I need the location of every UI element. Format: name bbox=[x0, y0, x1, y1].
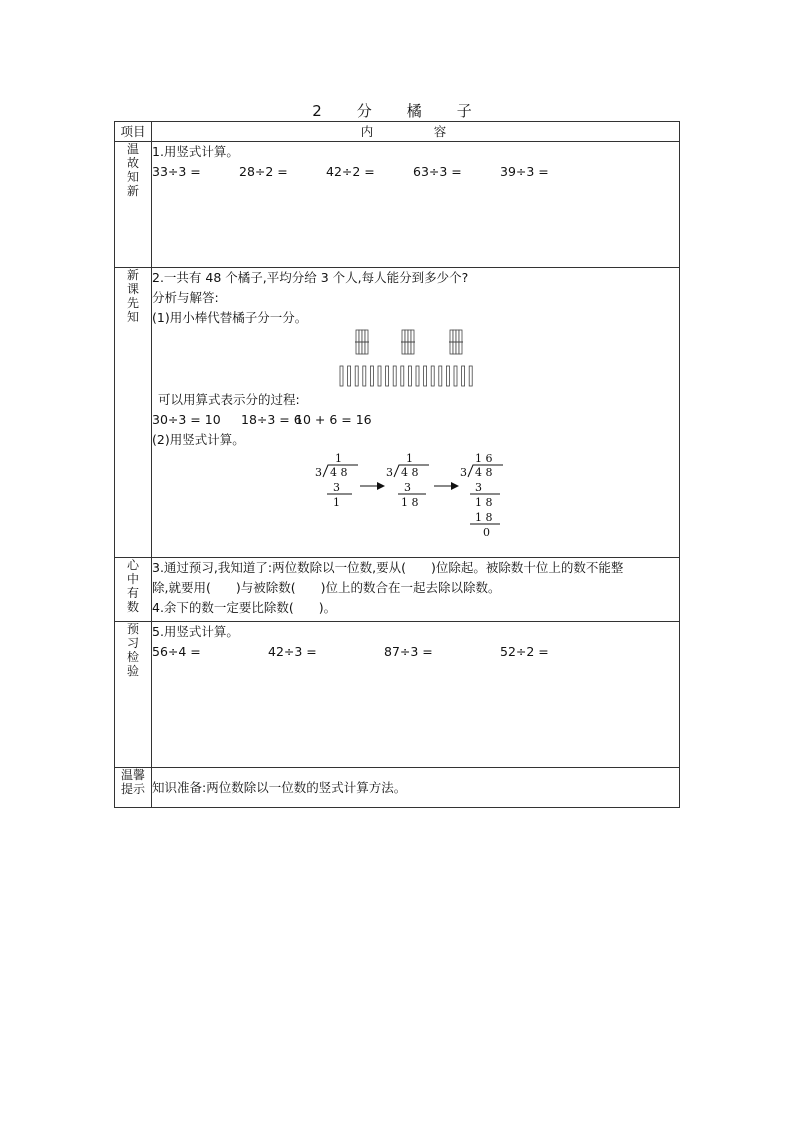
remainder: 0 bbox=[483, 526, 490, 539]
equation-list bbox=[152, 410, 679, 430]
vertical-label: 温馨提示 bbox=[120, 768, 145, 796]
exercise: 33÷3 = bbox=[152, 164, 201, 179]
quotient: 1 6 bbox=[475, 452, 493, 465]
section-content-wengu bbox=[152, 142, 680, 268]
header-item: 项目 bbox=[115, 122, 152, 142]
single-stick bbox=[408, 366, 411, 386]
section-content-yuxi bbox=[152, 622, 680, 768]
task-3-line-1: 3.通过预习,我知道了:两位数除以一位数,要从( )位除起。被除数十位上的数不能整 bbox=[152, 560, 624, 575]
task-2-question: 2.一共有 48 个橘子,平均分给 3 个人,每人能分到多少个? bbox=[152, 270, 469, 285]
single-stick bbox=[446, 366, 449, 386]
section-label-yuxi bbox=[115, 622, 152, 768]
quotient: 1 bbox=[335, 452, 342, 465]
exercise: 42÷2 = bbox=[326, 164, 375, 179]
single-stick bbox=[431, 366, 434, 386]
section-label-xinzhong bbox=[115, 558, 152, 622]
section-label-xinke bbox=[115, 268, 152, 558]
section-content-xinke bbox=[152, 268, 680, 558]
single-stick bbox=[462, 366, 465, 386]
exercise: 52÷2 = bbox=[500, 644, 549, 659]
single-stick bbox=[348, 366, 351, 386]
product: 3 bbox=[404, 481, 411, 494]
vertical-label: 新课先知 bbox=[126, 268, 139, 324]
single-stick bbox=[378, 366, 381, 386]
task-3-line-2: 除,就要用( )与被除数( )位上的数合在一起去除以除数。 bbox=[152, 580, 501, 595]
remainder: 1 bbox=[333, 496, 340, 509]
division-stage-3 bbox=[460, 452, 503, 539]
equation: 30÷3 = 10 bbox=[152, 412, 221, 427]
long-division-drawing bbox=[152, 450, 704, 540]
divisor: 3 bbox=[386, 466, 393, 479]
exercise: 28÷2 = bbox=[239, 164, 288, 179]
dividend: 4 8 bbox=[330, 466, 348, 479]
step-1-text: (1)用小棒代替橘子分一分。 bbox=[152, 310, 308, 325]
single-stick bbox=[454, 366, 457, 386]
exercise: 56÷4 = bbox=[152, 644, 201, 659]
exercise: 87÷3 = bbox=[384, 644, 433, 659]
section-xinke bbox=[115, 268, 680, 558]
single-stick bbox=[393, 366, 396, 386]
product: 1 8 bbox=[475, 511, 493, 524]
section-label-wengu bbox=[115, 142, 152, 268]
page-title: 2 分 橘 子 bbox=[312, 102, 482, 120]
division-stage-1 bbox=[315, 452, 358, 509]
section-content-xinzhong bbox=[152, 558, 680, 622]
section-wengu bbox=[115, 142, 680, 268]
header-content: 内 容 bbox=[152, 122, 680, 142]
task-5-instruction: 5.用竖式计算。 bbox=[152, 624, 239, 639]
exercise: 63÷3 = bbox=[413, 164, 462, 179]
single-stick bbox=[401, 366, 404, 386]
bring-down: 1 8 bbox=[475, 496, 493, 509]
exercise: 39÷3 = bbox=[500, 164, 549, 179]
vertical-label: 心中有数 bbox=[126, 558, 139, 614]
single-stick bbox=[355, 366, 358, 386]
analysis-heading: 分析与解答: bbox=[152, 290, 219, 305]
vertical-label: 温故知新 bbox=[126, 142, 139, 198]
step-2-text: (2)用竖式计算。 bbox=[152, 432, 245, 447]
exercise-list-1 bbox=[152, 162, 679, 182]
sticks-illustration bbox=[152, 328, 679, 390]
single-stick bbox=[340, 366, 343, 386]
section-content-tip bbox=[152, 768, 680, 808]
task-4-text: 4.余下的数一定要比除数( )。 bbox=[152, 600, 337, 615]
divisor: 3 bbox=[460, 466, 467, 479]
section-tip bbox=[115, 768, 680, 808]
sticks-drawing bbox=[152, 328, 704, 390]
divisor: 3 bbox=[315, 466, 322, 479]
exercise-list-5 bbox=[152, 642, 679, 662]
vertical-label: 预习检验 bbox=[126, 622, 139, 678]
quotient: 1 bbox=[406, 452, 413, 465]
process-text: 可以用算式表示分的过程: bbox=[158, 392, 300, 407]
dividend: 4 8 bbox=[401, 466, 419, 479]
single-stick bbox=[416, 366, 419, 386]
table-header-row bbox=[115, 122, 680, 142]
equation: 18÷3 = 6 bbox=[241, 412, 302, 427]
section-xinzhong bbox=[115, 558, 680, 622]
single-stick bbox=[424, 366, 427, 386]
single-stick bbox=[370, 366, 373, 386]
single-stick bbox=[386, 366, 389, 386]
division-stage-2 bbox=[386, 452, 429, 509]
product: 3 bbox=[475, 481, 482, 494]
equation: 10 + 6 = 16 bbox=[295, 412, 372, 427]
section-yuxi bbox=[115, 622, 680, 768]
single-stick bbox=[363, 366, 366, 386]
product: 3 bbox=[333, 481, 340, 494]
section-label-tip bbox=[115, 768, 152, 808]
exercise: 42÷3 = bbox=[268, 644, 317, 659]
tip-text: 知识准备:两位数除以一位数的竖式计算方法。 bbox=[152, 779, 407, 795]
task-1-instruction: 1.用竖式计算。 bbox=[152, 144, 239, 159]
single-stick bbox=[469, 366, 472, 386]
long-division-illustration bbox=[152, 450, 679, 540]
preview-sheet-table bbox=[114, 121, 680, 808]
dividend: 4 8 bbox=[475, 466, 493, 479]
single-stick bbox=[439, 366, 442, 386]
bring-down: 1 8 bbox=[401, 496, 419, 509]
